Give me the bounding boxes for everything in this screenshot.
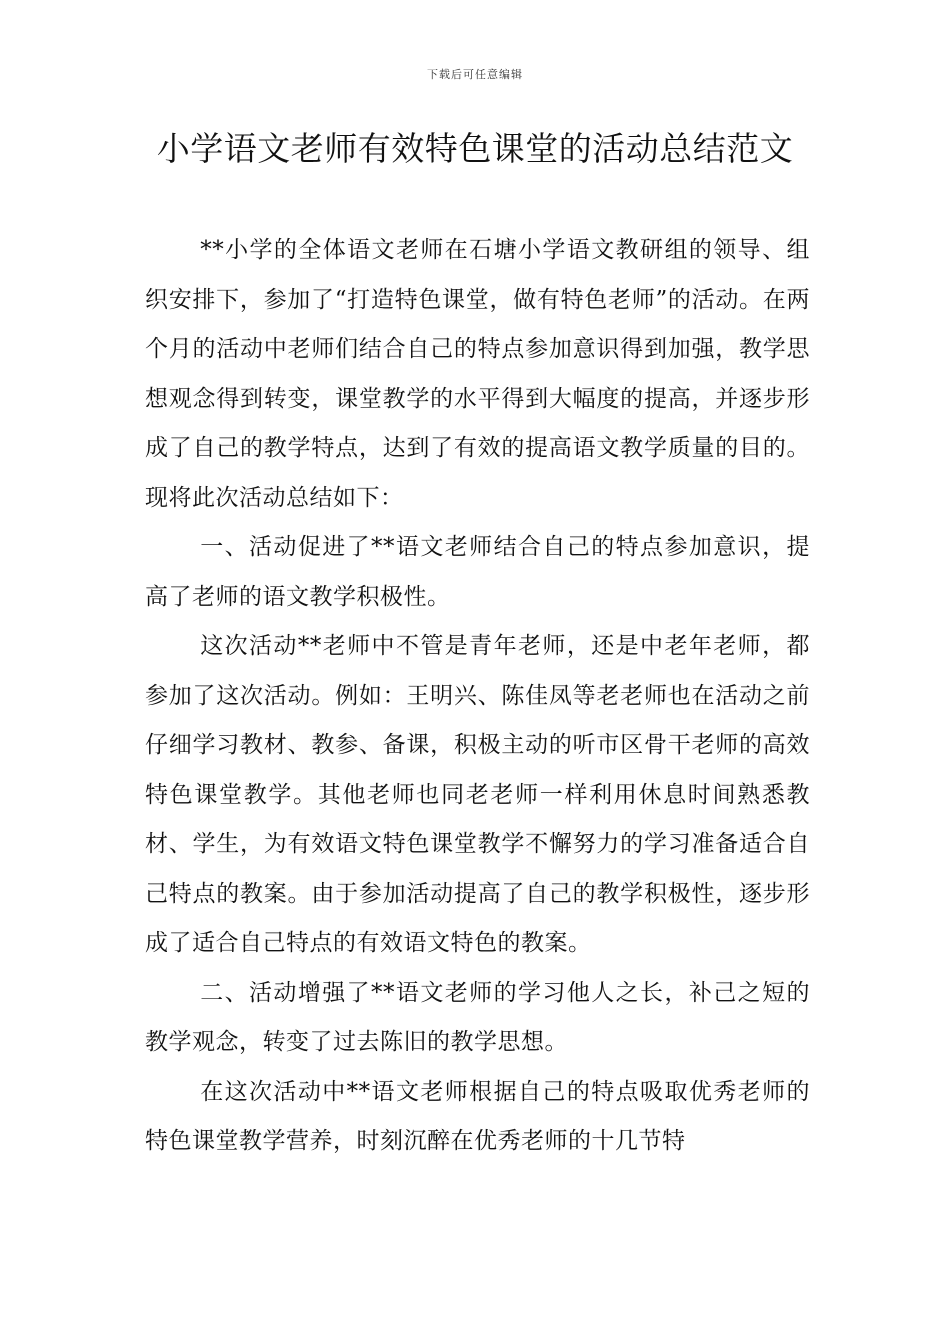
paragraph-section-one-heading: 一、活动促进了**语文老师结合自己的特点参加意识，提高了老师的语文教学积极性。: [145, 534, 810, 610]
paragraph-section-one-body: 这次活动**老师中不管是青年老师，还是中老年老师，都参加了这次活动。例如：王明兴、陈佳凤等老老师也在活动之前仔细学习教材、教参、备课，积极主动的听市区骨干老师的高效特色课堂教学。其他老师也同老老师一样利用休息时间熟悉教材、学生，为有效语文特色课堂教学不懈努力的学习准备适合自己特点的教案。由于参加活动提高了自己的教学积极性，逐步形成了适合自己特点的有效语文特色的教案。: [145, 633, 810, 956]
paragraph-section-two-body: 在这次活动中**语文老师根据自己的特点吸取优秀老师的特色课堂教学营养，时刻沉醉在优秀老师的十几节特: [145, 1078, 810, 1154]
document-body: [145, 226, 810, 1167]
paragraph-intro: **小学的全体语文老师在石塘小学语文教研组的领导、组织安排下，参加了“打造特色课堂，做有特色老师”的活动。在两个月的活动中老师们结合自己的特点参加意识得到加强，教学思想观念得到转变，课堂教学的水平得到大幅度的提高，并逐步形成了自己的教学特点，达到了有效的提高语文教学质量的目的。现将此次活动总结如下：: [145, 237, 810, 511]
header-note: 下载后可任意编辑: [427, 68, 523, 81]
paragraph-section-two-heading: 二、活动增强了**语文老师的学习他人之长，补己之短的教学观念，转变了过去陈旧的教学思想。: [145, 979, 810, 1055]
document-title: 小学语文老师有效特色课堂的活动总结范文: [156, 129, 794, 168]
